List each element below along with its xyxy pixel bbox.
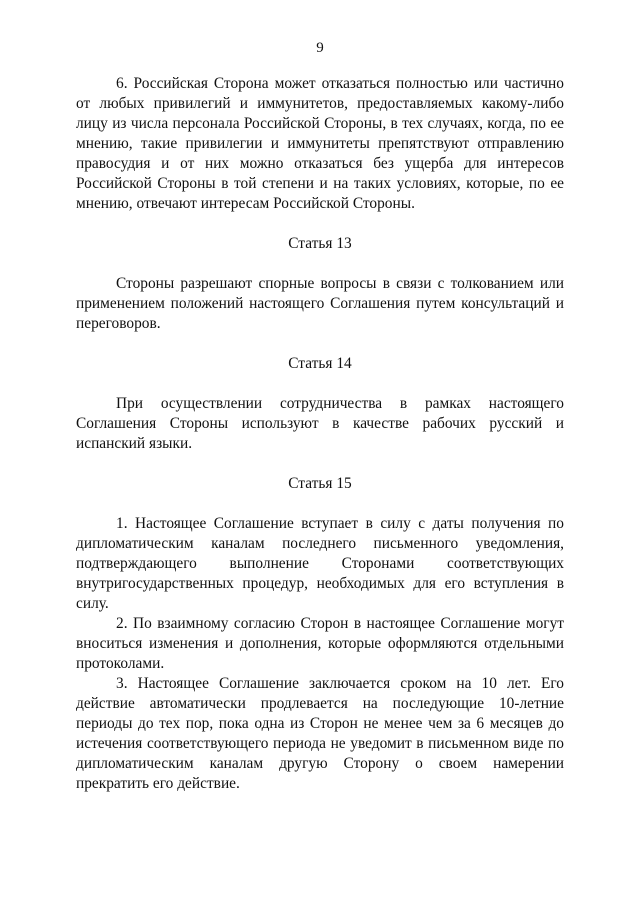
paragraph-article-14: При осуществлении сотрудничества в рамках настоящего Соглашения Стороны используют в качестве рабочих русский и испанский языки. bbox=[76, 395, 564, 452]
document-body bbox=[76, 74, 564, 794]
heading-article-15: Статья 15 bbox=[288, 475, 352, 492]
paragraph-article-15-item-2: 2. По взаимному согласию Сторон в настоящее Соглашение могут вноситься изменения и дополнения, которые оформляются отдельными протоколами. bbox=[76, 615, 564, 672]
paragraph-article-15-item-3: 3. Настоящее Соглашение заключается сроком на 10 лет. Его действие автоматически продлевается на последующие 10-летние периоды до тех пор, пока одна из Сторон не менее чем за 6 месяцев до истечения соответствующего периода не уведомит в письменном виде по дипломатическим каналам другую Сторону о своем намерении прекратить его действие. bbox=[76, 675, 564, 792]
heading-article-14: Статья 14 bbox=[288, 355, 352, 372]
heading-article-13: Статья 13 bbox=[288, 235, 352, 252]
page-number: 9 bbox=[316, 40, 324, 56]
paragraph-article-12-item-6: 6. Российская Сторона может отказаться полностью или частично от любых привилегий и иммунитетов, предоставляемых какому-либо лицу из числа персонала Российской Стороны, в тех случаях, когда, по ее мнению, такие привилегии и иммунитеты препятствуют отправлению правосудия и от них можно отказаться без ущерба для интересов Российской Стороны в той степени и на таких условиях, которые, по ее мнению, отвечают интересам Российской Стороны. bbox=[76, 75, 564, 212]
paragraph-article-13: Стороны разрешают спорные вопросы в связи с толкованием или применением положений настоящего Соглашения путем консультаций и переговоров. bbox=[76, 275, 564, 332]
paragraph-article-15-item-1: 1. Настоящее Соглашение вступает в силу с даты получения по дипломатическим каналам последнего письменного уведомления, подтверждающего выполнение Сторонами соответствующих внутригосударственных процедур, необходимых для его вступления в силу. bbox=[76, 515, 564, 612]
